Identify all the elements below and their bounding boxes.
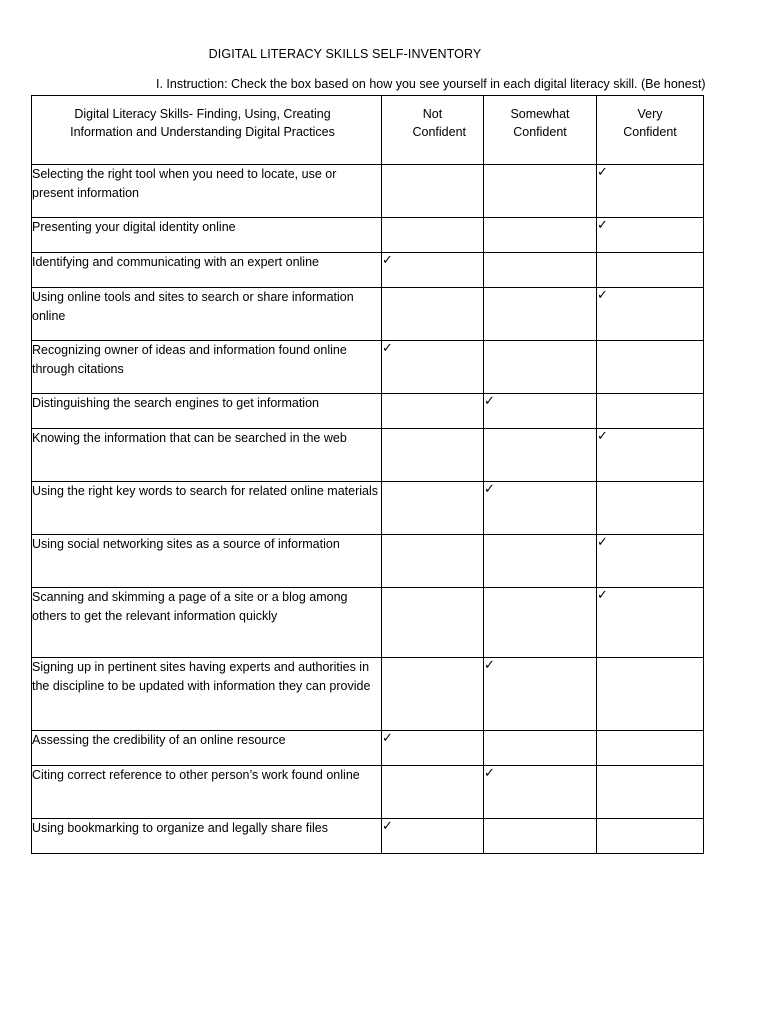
header-somewhat-confident-label: Somewhat Confident — [510, 107, 570, 139]
check-mark-icon: ✓ — [382, 819, 393, 834]
skill-cell: Using online tools and sites to search or share information online — [32, 288, 382, 341]
somewhat-confident-cell[interactable] — [484, 819, 597, 854]
skill-cell: Signing up in pertinent sites having experts and authorities in the discipline to be updated with information they can provide — [32, 658, 382, 731]
skill-cell: Using bookmarking to organize and legally share files — [32, 819, 382, 854]
table-row — [32, 658, 704, 731]
table-row — [32, 288, 704, 341]
not-confident-cell[interactable] — [382, 218, 484, 253]
somewhat-confident-cell[interactable] — [484, 288, 597, 341]
somewhat-confident-cell[interactable] — [484, 658, 597, 731]
table-row — [32, 731, 704, 766]
somewhat-confident-cell[interactable] — [484, 588, 597, 658]
not-confident-cell[interactable] — [382, 588, 484, 658]
very-confident-cell[interactable] — [597, 731, 704, 766]
header-row — [32, 96, 704, 165]
check-mark-icon: ✓ — [484, 482, 495, 497]
very-confident-cell[interactable] — [597, 165, 704, 218]
skill-cell: Using the right key words to search for related online materials — [32, 482, 382, 535]
very-confident-cell[interactable] — [597, 253, 704, 288]
skill-cell: Using social networking sites as a source of information — [32, 535, 382, 588]
not-confident-cell[interactable] — [382, 394, 484, 429]
table-row — [32, 588, 704, 658]
table-row — [32, 165, 704, 218]
skill-cell: Assessing the credibility of an online resource — [32, 731, 382, 766]
header-not-confident-label: Not Confident — [412, 107, 467, 139]
not-confident-cell[interactable] — [382, 658, 484, 731]
header-very-confident — [597, 96, 704, 165]
instruction-text: I. Instruction: Check the box based on how you see yourself in each digital literacy skill. (Be honest) — [156, 77, 706, 91]
very-confident-cell[interactable] — [597, 429, 704, 482]
check-mark-icon: ✓ — [597, 588, 608, 603]
very-confident-cell[interactable] — [597, 218, 704, 253]
very-confident-cell[interactable] — [597, 588, 704, 658]
very-confident-cell[interactable] — [597, 766, 704, 819]
very-confident-cell[interactable] — [597, 341, 704, 394]
skill-cell: Presenting your digital identity online — [32, 218, 382, 253]
somewhat-confident-cell[interactable] — [484, 482, 597, 535]
somewhat-confident-cell[interactable] — [484, 165, 597, 218]
skill-cell: Distinguishing the search engines to get information — [32, 394, 382, 429]
check-mark-icon: ✓ — [382, 731, 393, 746]
table-row — [32, 341, 704, 394]
not-confident-cell[interactable] — [382, 766, 484, 819]
check-mark-icon: ✓ — [597, 288, 608, 303]
somewhat-confident-cell[interactable] — [484, 429, 597, 482]
somewhat-confident-cell[interactable] — [484, 253, 597, 288]
skill-cell: Identifying and communicating with an expert online — [32, 253, 382, 288]
header-skill: Digital Literacy Skills- Finding, Using, Creating Information and Understanding Digital Practices — [32, 96, 382, 165]
table-row — [32, 482, 704, 535]
skill-cell: Citing correct reference to other person’s work found online — [32, 766, 382, 819]
very-confident-cell[interactable] — [597, 658, 704, 731]
header-not-confident — [382, 96, 484, 165]
not-confident-cell[interactable] — [382, 288, 484, 341]
check-mark-icon: ✓ — [597, 535, 608, 550]
check-mark-icon: ✓ — [382, 253, 393, 268]
check-mark-icon: ✓ — [484, 658, 495, 673]
not-confident-cell[interactable] — [382, 482, 484, 535]
skill-cell: Knowing the information that can be searched in the web — [32, 429, 382, 482]
header-very-confident-label: Very Confident — [623, 107, 677, 139]
table-row — [32, 766, 704, 819]
table-row — [32, 253, 704, 288]
table-row — [32, 535, 704, 588]
not-confident-cell[interactable] — [382, 341, 484, 394]
somewhat-confident-cell[interactable] — [484, 341, 597, 394]
skill-cell: Selecting the right tool when you need to locate, use or present information — [32, 165, 382, 218]
not-confident-cell[interactable] — [382, 429, 484, 482]
somewhat-confident-cell[interactable] — [484, 394, 597, 429]
very-confident-cell[interactable] — [597, 394, 704, 429]
table-row — [32, 218, 704, 253]
skill-cell: Scanning and skimming a page of a site or a blog among others to get the relevant information quickly — [32, 588, 382, 658]
skill-cell: Recognizing owner of ideas and information found online through citations — [32, 341, 382, 394]
somewhat-confident-cell[interactable] — [484, 535, 597, 588]
somewhat-confident-cell[interactable] — [484, 218, 597, 253]
table-row — [32, 819, 704, 854]
skills-inventory-table — [31, 95, 704, 854]
check-mark-icon: ✓ — [597, 218, 608, 233]
very-confident-cell[interactable] — [597, 819, 704, 854]
not-confident-cell[interactable] — [382, 819, 484, 854]
very-confident-cell[interactable] — [597, 482, 704, 535]
check-mark-icon: ✓ — [597, 429, 608, 444]
document-title: DIGITAL LITERACY SKILLS SELF-INVENTORY — [208, 47, 482, 61]
check-mark-icon: ✓ — [484, 394, 495, 409]
not-confident-cell[interactable] — [382, 535, 484, 588]
very-confident-cell[interactable] — [597, 535, 704, 588]
not-confident-cell[interactable] — [382, 253, 484, 288]
check-mark-icon: ✓ — [597, 165, 608, 180]
not-confident-cell[interactable] — [382, 165, 484, 218]
header-somewhat-confident — [484, 96, 597, 165]
not-confident-cell[interactable] — [382, 731, 484, 766]
somewhat-confident-cell[interactable] — [484, 731, 597, 766]
table-row — [32, 394, 704, 429]
check-mark-icon: ✓ — [382, 341, 393, 356]
check-mark-icon: ✓ — [484, 766, 495, 781]
table-row — [32, 429, 704, 482]
very-confident-cell[interactable] — [597, 288, 704, 341]
somewhat-confident-cell[interactable] — [484, 766, 597, 819]
